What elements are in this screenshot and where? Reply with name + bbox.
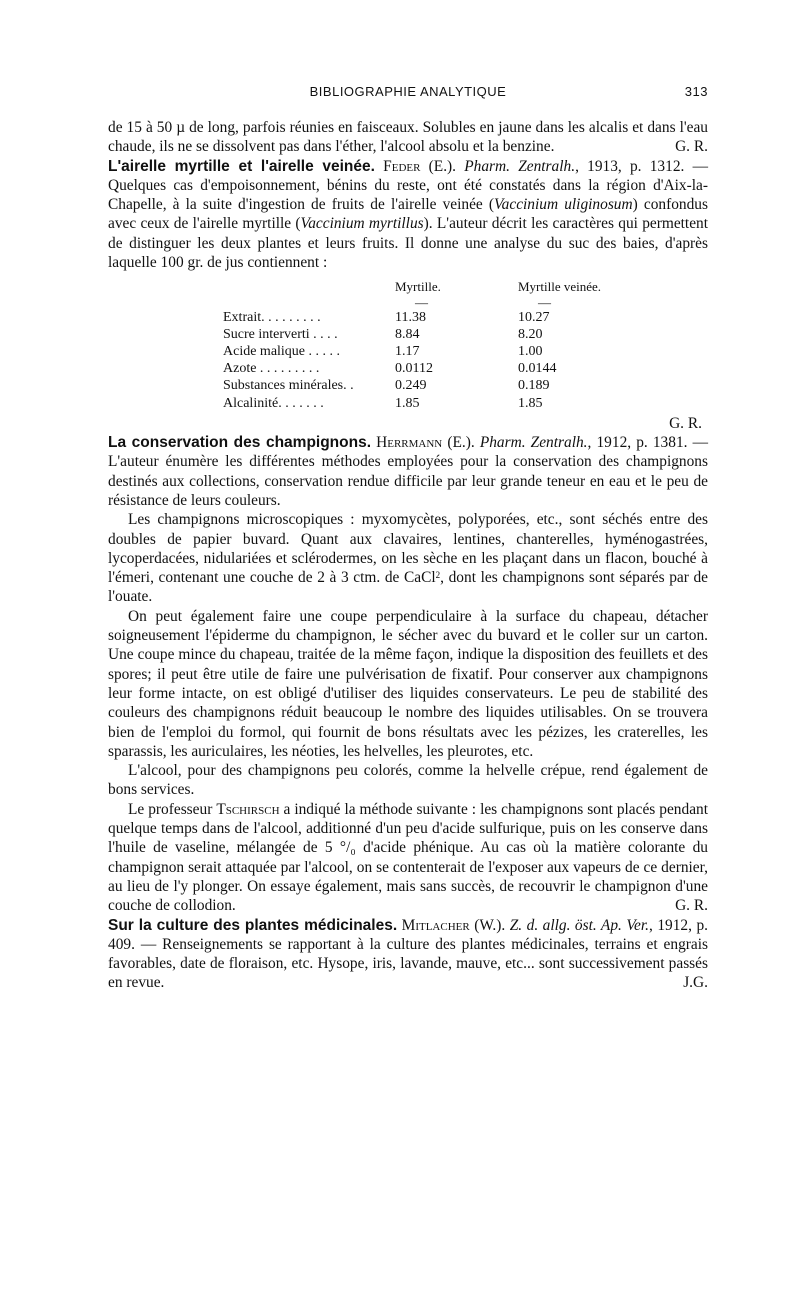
table-row: Acide malique . . . . . 1.17 1.00 — [223, 343, 543, 359]
article-title: L'airelle myrtille et l'airelle veinée. — [108, 157, 375, 175]
article-body — [108, 118, 708, 993]
running-title: BIBLIOGRAPHIE ANALYTIQUE — [309, 84, 507, 99]
table-row: Extrait. . . . . . . . . 11.38 10.27 — [223, 309, 550, 325]
signature: J.G. — [683, 974, 708, 992]
author-name: Mitlacher — [401, 916, 470, 934]
author-name: Feder — [383, 157, 421, 175]
paragraph: On peut également faire une coupe perpendiculaire à la surface du chapeau, détacher soigneusement l'épiderme du champignon, le sécher avec du buvard et le coller sur un carton. Une coupe mince du chapeau, traitée de la même façon, indique la disposition des feuillets et des spores; il peut être utile de faire une pulvérisation de fixatif. Pour conserver aux champignons leur forme intacte, on est obligé d'utiliser des liquides conservateurs. Le peu de stabilité des couleurs des champignons réduit beaucoup le nombre des liquides utilisables. On se trouvera bien de l'emploi du formol, qui fournit de bons résultats avec les pézizes, les craterelles, les sparassis, les auriculaires, les néoties, les helvelles, les pleurotes, etc. — [108, 607, 708, 760]
journal-name: Pharm. Zentralh. — [479, 434, 588, 452]
paragraph: Le professeur Tschirsch a indiqué la méthode suivante : les champignons sont placés pendant quelque temps dans de l'alcool, additionné d'un peu d'acide sulfurique, puis on les conserve dans l'huile de vaseline, mélangée de 5 °/₀ d'acide phénique. Au cas où la matière colorante du champignon serait attaquée par l'alcool, on se contenterait de l'exposer aux vapeurs de ce dernier, au lieu de l'y plonger. On essaye également, mais sans succès, de recouvrir le champignon d'une couche de collodion. G. R. — [108, 800, 708, 915]
article-title: Sur la culture des plantes médicinales. — [108, 916, 398, 934]
signature: G. R. — [675, 138, 708, 156]
journal-name: Pharm. Zentralh. — [464, 157, 576, 175]
table-row: Alcalinité. . . . . . . 1.85 1.85 — [223, 395, 543, 411]
signature: G. R. — [669, 414, 702, 432]
column-header: Myrtille veinée. — [518, 279, 602, 295]
analysis-table — [223, 278, 708, 411]
article-title: La conservation des champignons. — [108, 434, 372, 452]
table-row: Azote . . . . . . . . . 0.0112 0.0144 — [223, 361, 557, 377]
species-name: Vaccinium myrtillus — [300, 215, 424, 233]
page-number: 313 — [684, 84, 708, 99]
article-champignons: La conservation des champignons. Herrmann (E.). Pharm. Zentralh., 1912, p. 1381. — L'auteur énumère les différentes méthodes employées pour la conservation des champignons destinés aux collections, conservation rendue difficile par leur grande teneur en eau et le peu de résistance de leurs couleurs. — [108, 434, 708, 509]
paragraph-continued: de 15 à 50 µ de long, parfois réunies en faisceaux. Solubles en jaune dans les alcalis et dans l'eau chaude, ils ne se dissolvent pas dans l'éther, l'alcool absolu et la benzine. G. R. — [108, 119, 708, 156]
table-row: Substances minérales. . 0.249 0.189 — [223, 378, 550, 394]
person-name: Tschirsch — [216, 800, 280, 818]
table-dash-row: — — — [415, 294, 551, 310]
journal-name: Z. d. allg. öst. Ap. Ver. — [509, 916, 650, 934]
species-name: Vaccinium uliginosum — [493, 196, 633, 214]
page — [108, 84, 708, 993]
paragraph: Les champignons microscopiques : myxomycètes, polyporées, etc., sont séchés entre des doubles de papier buvard. Quant aux clavaires, lentines, chanterelles, hyménogastrées, lycoperdacées, nidulariées et sclérodermes, on les sèche en les plaçant dans un flacon, bouché à l'émeri, contenant une couche de 2 à 3 ctm. de CaCl$^2$, dont les champignons sont séparés par de l'ouate. — [108, 511, 709, 606]
author-name: Herrmann — [376, 434, 443, 452]
article-myrtille: L'airelle myrtille et l'airelle veinée. Feder (E.). Pharm. Zentralh., 1913, p. 1312. — Quelques cas d'empoisonnement, bénins du reste, ont été constatés dans la région d'Aix-la-Chapelle, à la suite d'ingestion de fruits de l'airelle veinée (Vaccinium uliginosum) confondus avec ceux de l'airelle myrtille (Vaccinium myrtillus). L'auteur décrit les caractères qui permettent de distinguer les deux plantes et leurs fruits. Il donne une analyse du suc des baies, d'après laquelle 100 gr. de jus contiennent : — [108, 157, 709, 272]
table-row: Sucre interverti . . . . 8.84 8.20 — [223, 326, 543, 342]
article-plantes: Sur la culture des plantes médicinales. Mitlacher (W.). Z. d. allg. öst. Ap. Ver., 1912, p. 409. — Renseignements se rapportant à la culture des plantes médicinales, terrains et engrais favorables, date de floraison, etc. Hysope, iris, lavande, mauve, etc... sont successivement passés en revue. J.G. — [108, 916, 708, 992]
running-header — [108, 84, 708, 106]
signature: G. R. — [675, 897, 708, 915]
column-header: Myrtille. — [395, 279, 441, 295]
paragraph: L'alcool, pour des champignons peu colorés, comme la helvelle crépue, rend également de bons services. — [108, 762, 708, 799]
